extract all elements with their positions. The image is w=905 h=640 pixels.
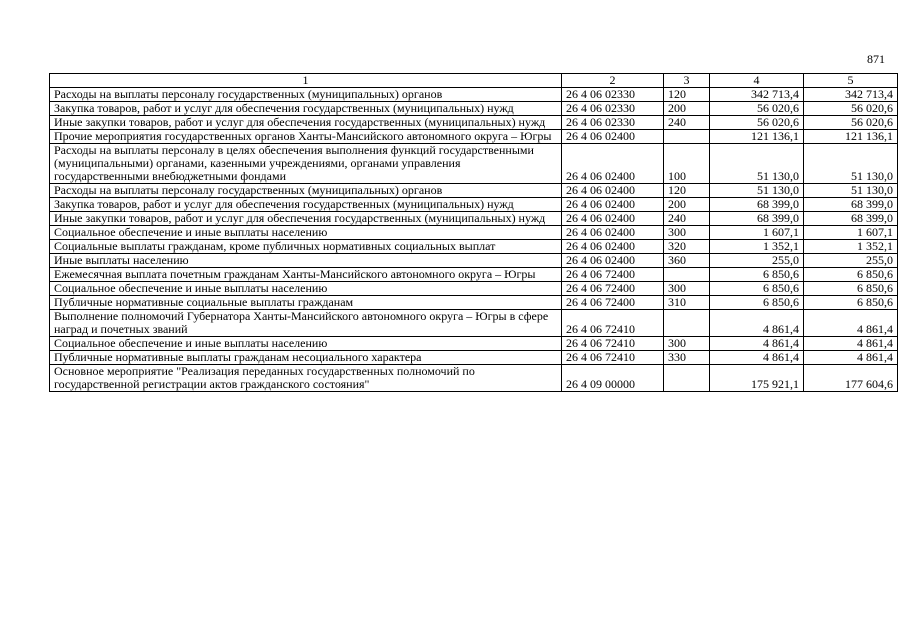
row-name: Расходы на выплаты персоналу государственных (муниципальных) органов <box>50 184 562 198</box>
header-row <box>50 74 898 88</box>
row-name: Иные закупки товаров, работ и услуг для обеспечения государственных (муниципальных) нужд <box>50 212 562 226</box>
header-col-4: 4 <box>710 74 804 88</box>
row-name: Выполнение полномочий Губернатора Ханты-Мансийского автономного округа – Югры в сфере наград и почетных званий <box>50 310 562 337</box>
row-value-1: 1 607,1 <box>710 226 804 240</box>
row-type: 200 <box>664 198 710 212</box>
row-value-1: 342 713,4 <box>710 88 804 102</box>
row-value-2: 1 607,1 <box>804 226 898 240</box>
row-value-2: 342 713,4 <box>804 88 898 102</box>
row-type: 330 <box>664 351 710 365</box>
row-value-2: 6 850,6 <box>804 282 898 296</box>
row-code: 26 4 06 72410 <box>562 310 664 337</box>
row-value-1: 4 861,4 <box>710 310 804 337</box>
row-type: 120 <box>664 88 710 102</box>
row-type: 320 <box>664 240 710 254</box>
row-type: 360 <box>664 254 710 268</box>
header-col-2: 2 <box>562 74 664 88</box>
row-code: 26 4 06 02330 <box>562 116 664 130</box>
row-code: 26 4 06 02400 <box>562 198 664 212</box>
header-col-5: 5 <box>804 74 898 88</box>
row-name: Социальные выплаты гражданам, кроме публичных нормативных социальных выплат <box>50 240 562 254</box>
row-type: 300 <box>664 226 710 240</box>
row-name: Иные выплаты населению <box>50 254 562 268</box>
table-row <box>50 240 898 254</box>
row-code: 26 4 06 02400 <box>562 130 664 144</box>
row-value-2: 68 399,0 <box>804 198 898 212</box>
row-value-2: 177 604,6 <box>804 365 898 392</box>
table-row <box>50 296 898 310</box>
row-value-1: 6 850,6 <box>710 282 804 296</box>
row-code: 26 4 06 72400 <box>562 268 664 282</box>
row-code: 26 4 06 02400 <box>562 144 664 184</box>
row-type: 300 <box>664 282 710 296</box>
row-value-1: 56 020,6 <box>710 116 804 130</box>
table-row <box>50 310 898 337</box>
row-value-2: 4 861,4 <box>804 337 898 351</box>
row-code: 26 4 06 72410 <box>562 337 664 351</box>
row-value-2: 255,0 <box>804 254 898 268</box>
row-code: 26 4 06 02330 <box>562 88 664 102</box>
row-type: 100 <box>664 144 710 184</box>
row-code: 26 4 06 02400 <box>562 212 664 226</box>
row-value-2: 121 136,1 <box>804 130 898 144</box>
row-name: Публичные нормативные выплаты гражданам несоциального характера <box>50 351 562 365</box>
row-value-2: 6 850,6 <box>804 296 898 310</box>
row-value-2: 4 861,4 <box>804 310 898 337</box>
row-name: Основное мероприятие "Реализация переданных государственных полномочий по государственной регистрации актов гражданского состояния" <box>50 365 562 392</box>
row-value-1: 175 921,1 <box>710 365 804 392</box>
row-name: Ежемесячная выплата почетным гражданам Ханты-Мансийского автономного округа – Югры <box>50 268 562 282</box>
row-code: 26 4 06 02330 <box>562 102 664 116</box>
row-value-2: 6 850,6 <box>804 268 898 282</box>
row-value-1: 121 136,1 <box>710 130 804 144</box>
table-row <box>50 116 898 130</box>
row-name: Расходы на выплаты персоналу государственных (муниципальных) органов <box>50 88 562 102</box>
row-name: Социальное обеспечение и иные выплаты населению <box>50 337 562 351</box>
row-value-1: 4 861,4 <box>710 351 804 365</box>
row-type: 120 <box>664 184 710 198</box>
row-code: 26 4 06 72400 <box>562 296 664 310</box>
table-row <box>50 268 898 282</box>
row-code: 26 4 06 02400 <box>562 184 664 198</box>
row-type: 240 <box>664 212 710 226</box>
row-value-2: 56 020,6 <box>804 102 898 116</box>
row-name: Закупка товаров, работ и услуг для обеспечения государственных (муниципальных) нужд <box>50 102 562 116</box>
row-value-1: 6 850,6 <box>710 268 804 282</box>
row-code: 26 4 06 72400 <box>562 282 664 296</box>
row-code: 26 4 06 72410 <box>562 351 664 365</box>
table-row <box>50 184 898 198</box>
row-value-1: 51 130,0 <box>710 184 804 198</box>
table-row <box>50 254 898 268</box>
row-value-1: 68 399,0 <box>710 198 804 212</box>
row-value-2: 51 130,0 <box>804 184 898 198</box>
row-name: Публичные нормативные социальные выплаты гражданам <box>50 296 562 310</box>
row-value-1: 4 861,4 <box>710 337 804 351</box>
table-row <box>50 130 898 144</box>
table-row <box>50 337 898 351</box>
table-row <box>50 282 898 296</box>
row-value-1: 6 850,6 <box>710 296 804 310</box>
row-value-2: 56 020,6 <box>804 116 898 130</box>
row-value-2: 1 352,1 <box>804 240 898 254</box>
row-value-1: 56 020,6 <box>710 102 804 116</box>
row-value-1: 1 352,1 <box>710 240 804 254</box>
row-name: Социальное обеспечение и иные выплаты населению <box>50 226 562 240</box>
row-type <box>664 130 710 144</box>
row-type <box>664 310 710 337</box>
row-code: 26 4 09 00000 <box>562 365 664 392</box>
table-row <box>50 365 898 392</box>
row-code: 26 4 06 02400 <box>562 254 664 268</box>
header-col-1: 1 <box>50 74 562 88</box>
table-row <box>50 102 898 116</box>
row-value-2: 68 399,0 <box>804 212 898 226</box>
table-row <box>50 351 898 365</box>
row-value-1: 255,0 <box>710 254 804 268</box>
row-name: Иные закупки товаров, работ и услуг для обеспечения государственных (муниципальных) нужд <box>50 116 562 130</box>
row-type <box>664 268 710 282</box>
row-type: 200 <box>664 102 710 116</box>
table-row <box>50 212 898 226</box>
page-number: 871 <box>867 52 885 66</box>
row-type <box>664 365 710 392</box>
row-name: Расходы на выплаты персоналу в целях обеспечения выполнения функций государственными (муниципальными) органами, казенными учреждениями, органами управления государственными внебюджетными фондами <box>50 144 562 184</box>
row-value-2: 51 130,0 <box>804 144 898 184</box>
table-row <box>50 88 898 102</box>
row-value-1: 68 399,0 <box>710 212 804 226</box>
row-type: 310 <box>664 296 710 310</box>
row-value-1: 51 130,0 <box>710 144 804 184</box>
table-row <box>50 226 898 240</box>
row-code: 26 4 06 02400 <box>562 240 664 254</box>
row-name: Социальное обеспечение и иные выплаты населению <box>50 282 562 296</box>
row-code: 26 4 06 02400 <box>562 226 664 240</box>
row-name: Закупка товаров, работ и услуг для обеспечения государственных (муниципальных) нужд <box>50 198 562 212</box>
header-col-3: 3 <box>664 74 710 88</box>
table-row <box>50 198 898 212</box>
row-value-2: 4 861,4 <box>804 351 898 365</box>
row-type: 240 <box>664 116 710 130</box>
table-row <box>50 144 898 184</box>
budget-table <box>49 73 898 392</box>
row-name: Прочие мероприятия государственных органов Ханты-Мансийского автономного округа – Югры <box>50 130 562 144</box>
row-type: 300 <box>664 337 710 351</box>
